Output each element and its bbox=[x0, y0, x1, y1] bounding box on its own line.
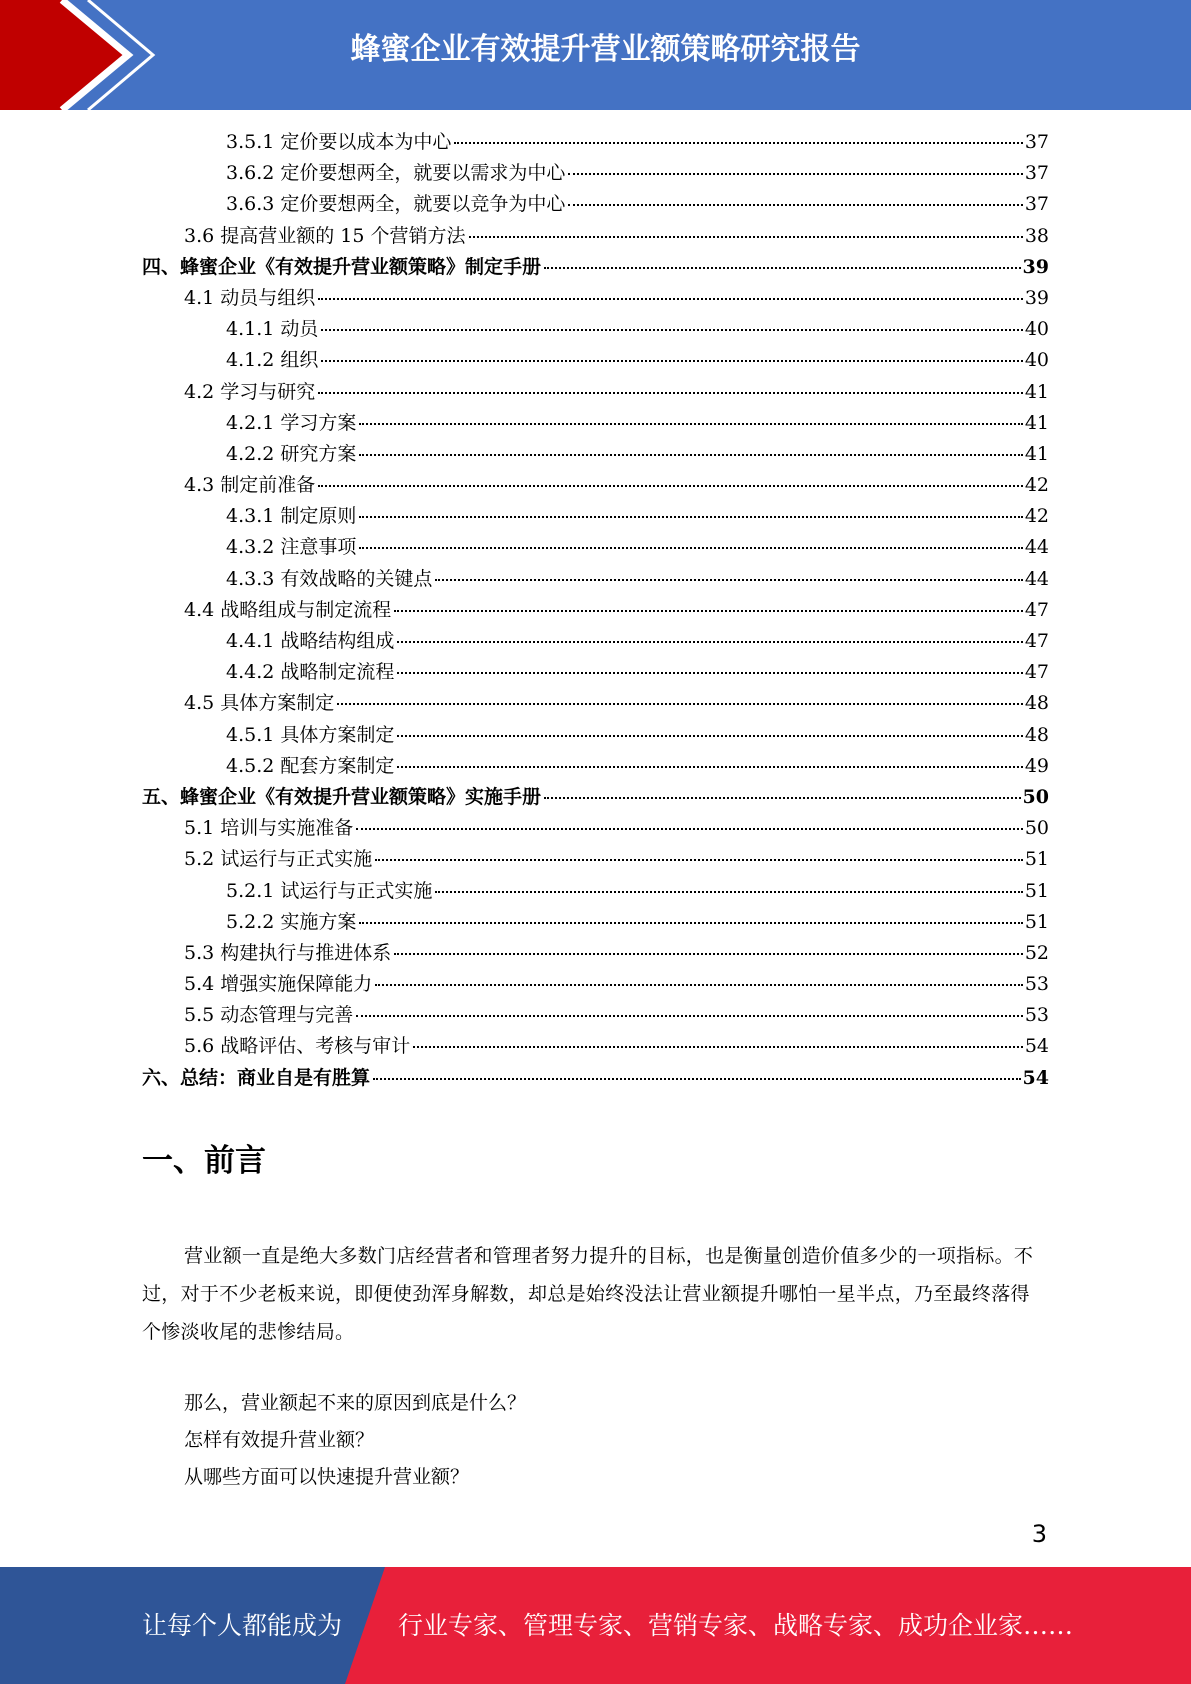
toc-entry[interactable] bbox=[142, 377, 1049, 408]
toc-entry[interactable] bbox=[142, 1000, 1049, 1031]
toc-entry[interactable] bbox=[142, 595, 1049, 626]
toc-entry-title: 六、总结：商业自是有胜算 bbox=[142, 1066, 371, 1089]
toc-entry-title: 4.3.3 有效战略的关键点 bbox=[226, 567, 433, 590]
toc-entry[interactable] bbox=[142, 1063, 1049, 1094]
toc-entry-page: 40 bbox=[1024, 318, 1049, 341]
toc-dot-leader bbox=[454, 142, 1022, 144]
toc-entry[interactable] bbox=[142, 907, 1049, 938]
toc-entry[interactable] bbox=[142, 813, 1049, 844]
toc-entry-title: 4.1.2 组织 bbox=[226, 349, 319, 372]
toc-entry-title: 3.6.3 定价要想两全，就要以竞争为中心 bbox=[226, 193, 566, 216]
toc-entry[interactable] bbox=[142, 189, 1049, 220]
toc-entry[interactable] bbox=[142, 720, 1049, 751]
toc-entry-page: 51 bbox=[1024, 879, 1049, 902]
toc-entry[interactable] bbox=[142, 127, 1049, 158]
toc-entry-page: 39 bbox=[1022, 255, 1049, 278]
report-title: 蜂蜜企业有效提升营业额策略研究报告 bbox=[350, 32, 861, 67]
toc-dot-leader bbox=[356, 1015, 1023, 1017]
toc-entry-page: 37 bbox=[1024, 162, 1049, 185]
toc-entry[interactable] bbox=[142, 501, 1049, 532]
table-of-contents bbox=[142, 127, 1049, 1094]
footer-slogan-left: 让每个人都能成为 bbox=[142, 1611, 343, 1640]
question-item: 从哪些方面可以快速提升营业额？ bbox=[184, 1466, 470, 1488]
toc-entry-page: 50 bbox=[1024, 817, 1049, 840]
toc-entry[interactable] bbox=[142, 439, 1049, 470]
toc-entry-title: 4.2.1 学习方案 bbox=[226, 411, 357, 434]
toc-entry-title: 5.1 培训与实施准备 bbox=[184, 817, 354, 840]
toc-entry-title: 5.2 试运行与正式实施 bbox=[184, 848, 373, 871]
toc-entry-title: 3.6.2 定价要想两全，就要以需求为中心 bbox=[226, 162, 566, 185]
toc-entry-title: 3.5.1 定价要以成本为中心 bbox=[226, 131, 452, 153]
toc-entry[interactable] bbox=[142, 221, 1049, 252]
toc-dot-leader bbox=[375, 984, 1023, 986]
toc-entry-page: 44 bbox=[1024, 536, 1049, 559]
toc-dot-leader bbox=[394, 953, 1023, 955]
toc-dot-leader bbox=[568, 204, 1022, 206]
toc-entry-page: 51 bbox=[1024, 848, 1049, 871]
toc-entry-title: 4.3 制定前准备 bbox=[184, 474, 316, 497]
toc-dot-leader bbox=[318, 298, 1023, 300]
toc-dot-leader bbox=[375, 859, 1023, 861]
toc-entry-title: 4.1.1 动员 bbox=[226, 318, 319, 341]
toc-entry-title: 4.3.1 制定原则 bbox=[226, 505, 357, 528]
toc-dot-leader bbox=[373, 1078, 1021, 1080]
toc-entry[interactable] bbox=[142, 252, 1049, 283]
toc-dot-leader bbox=[318, 392, 1023, 394]
toc-entry-title: 4.5.2 配套方案制定 bbox=[226, 754, 395, 777]
toc-dot-leader bbox=[435, 891, 1022, 893]
header-banner bbox=[0, 0, 1191, 110]
toc-dot-leader bbox=[356, 828, 1023, 830]
toc-dot-leader bbox=[544, 267, 1021, 269]
toc-entry-title: 3.6 提高营业额的 15 个营销方法 bbox=[184, 224, 466, 247]
toc-dot-leader bbox=[413, 1046, 1023, 1048]
section-heading: 一、前言 bbox=[142, 1143, 266, 1179]
toc-dot-leader bbox=[469, 236, 1023, 238]
question-item: 怎样有效提升营业额？ bbox=[184, 1429, 375, 1451]
toc-entry[interactable] bbox=[142, 782, 1049, 813]
toc-dot-leader bbox=[359, 423, 1022, 425]
page-number: 3 bbox=[1031, 1520, 1047, 1548]
toc-entry-page: 41 bbox=[1024, 380, 1049, 403]
toc-entry-page: 39 bbox=[1024, 286, 1049, 309]
footer-slogan-right: 行业专家、管理专家、营销专家、战略专家、成功企业家…… bbox=[398, 1611, 1074, 1640]
toc-entry[interactable] bbox=[142, 969, 1049, 1000]
footer-banner bbox=[0, 1567, 1191, 1684]
toc-dot-leader bbox=[394, 610, 1023, 612]
toc-entry-page: 37 bbox=[1024, 131, 1049, 153]
toc-dot-leader bbox=[435, 579, 1022, 581]
toc-entry[interactable] bbox=[142, 876, 1049, 907]
toc-entry[interactable] bbox=[142, 688, 1049, 719]
toc-entry[interactable] bbox=[142, 657, 1049, 688]
toc-dot-leader bbox=[544, 797, 1021, 799]
toc-entry-page: 37 bbox=[1024, 193, 1049, 216]
toc-entry-page: 40 bbox=[1024, 349, 1049, 372]
toc-entry[interactable] bbox=[142, 532, 1049, 563]
toc-dot-leader bbox=[359, 547, 1022, 549]
toc-entry-page: 54 bbox=[1024, 1035, 1049, 1058]
question-list bbox=[184, 1385, 526, 1496]
toc-entry-page: 47 bbox=[1024, 661, 1049, 684]
toc-entry-page: 49 bbox=[1024, 754, 1049, 777]
toc-entry-title: 4.2 学习与研究 bbox=[184, 380, 316, 403]
toc-entry-page: 41 bbox=[1024, 411, 1049, 434]
toc-entry-page: 42 bbox=[1024, 505, 1049, 528]
toc-entry-title: 5.6 战略评估、考核与审计 bbox=[184, 1035, 411, 1058]
toc-dot-leader bbox=[337, 703, 1023, 705]
toc-entry-title: 4.4 战略组成与制定流程 bbox=[184, 598, 392, 621]
toc-entry[interactable] bbox=[142, 408, 1049, 439]
toc-entry-page: 51 bbox=[1024, 910, 1049, 933]
toc-dot-leader bbox=[397, 641, 1022, 643]
toc-entry-title: 4.4.1 战略结构组成 bbox=[226, 630, 395, 652]
toc-entry-page: 47 bbox=[1024, 630, 1049, 652]
toc-dot-leader bbox=[568, 173, 1022, 175]
toc-dot-leader bbox=[397, 735, 1022, 737]
toc-entry-title: 四、蜂蜜企业《有效提升营业额策略》制定手册 bbox=[142, 255, 542, 278]
toc-entry[interactable] bbox=[142, 1031, 1049, 1062]
toc-entry[interactable] bbox=[142, 751, 1049, 782]
toc-entry[interactable] bbox=[142, 470, 1049, 501]
toc-entry-page: 47 bbox=[1024, 598, 1049, 621]
toc-entry[interactable] bbox=[142, 158, 1049, 189]
toc-entry[interactable] bbox=[142, 564, 1049, 595]
toc-entry-page: 52 bbox=[1024, 941, 1049, 964]
toc-entry-page: 44 bbox=[1024, 567, 1049, 590]
toc-entry-title: 5.5 动态管理与完善 bbox=[184, 1004, 354, 1027]
toc-dot-leader bbox=[321, 360, 1022, 362]
toc-entry[interactable] bbox=[142, 314, 1049, 345]
toc-entry-page: 42 bbox=[1024, 474, 1049, 497]
toc-entry-title: 4.2.2 研究方案 bbox=[226, 442, 357, 465]
toc-entry[interactable] bbox=[142, 345, 1049, 376]
toc-entry-title: 五、蜂蜜企业《有效提升营业额策略》实施手册 bbox=[142, 785, 542, 808]
toc-entry-title: 4.3.2 注意事项 bbox=[226, 536, 357, 559]
toc-dot-leader bbox=[397, 766, 1022, 768]
intro-paragraph: 营业额一直是绝大多数门店经营者和管理者努力提升的目标，也是衡量创造价值多少的一项指标。不过，对于不少老板来说，即便使劲浑身解数，却总是始终没法让营业额提升哪怕一星半点，乃至最终落得个惨淡收尾的悲惨结局。 bbox=[142, 1245, 1034, 1343]
toc-dot-leader bbox=[321, 329, 1022, 331]
toc-entry-page: 38 bbox=[1024, 224, 1049, 247]
toc-entry-title: 4.4.2 战略制定流程 bbox=[226, 661, 395, 684]
toc-dot-leader bbox=[397, 672, 1022, 674]
toc-entry-title: 4.1 动员与组织 bbox=[184, 286, 316, 309]
toc-dot-leader bbox=[359, 454, 1022, 456]
toc-entry-title: 5.2.1 试运行与正式实施 bbox=[226, 879, 433, 902]
toc-entry-title: 5.4 增强实施保障能力 bbox=[184, 973, 373, 996]
toc-entry-title: 5.2.2 实施方案 bbox=[226, 910, 357, 933]
toc-entry-page: 41 bbox=[1024, 442, 1049, 465]
toc-entry-title: 4.5.1 具体方案制定 bbox=[226, 723, 395, 746]
toc-entry-title: 4.5 具体方案制定 bbox=[184, 692, 335, 715]
toc-entry-title: 5.3 构建执行与推进体系 bbox=[184, 941, 392, 964]
toc-entry-page: 54 bbox=[1022, 1066, 1049, 1089]
toc-entry[interactable] bbox=[142, 938, 1049, 969]
toc-dot-leader bbox=[359, 516, 1022, 518]
toc-entry-page: 48 bbox=[1024, 723, 1049, 746]
toc-entry-page: 48 bbox=[1024, 692, 1049, 715]
toc-dot-leader bbox=[359, 922, 1022, 924]
toc-entry-page: 53 bbox=[1024, 1004, 1049, 1027]
toc-entry[interactable] bbox=[142, 844, 1049, 875]
question-item: 那么，营业额起不来的原因到底是什么？ bbox=[184, 1392, 527, 1414]
toc-dot-leader bbox=[318, 485, 1023, 487]
toc-entry-page: 50 bbox=[1022, 785, 1049, 808]
toc-entry-page: 53 bbox=[1024, 973, 1049, 996]
toc-entry[interactable] bbox=[142, 626, 1049, 657]
toc-entry[interactable] bbox=[142, 283, 1049, 314]
